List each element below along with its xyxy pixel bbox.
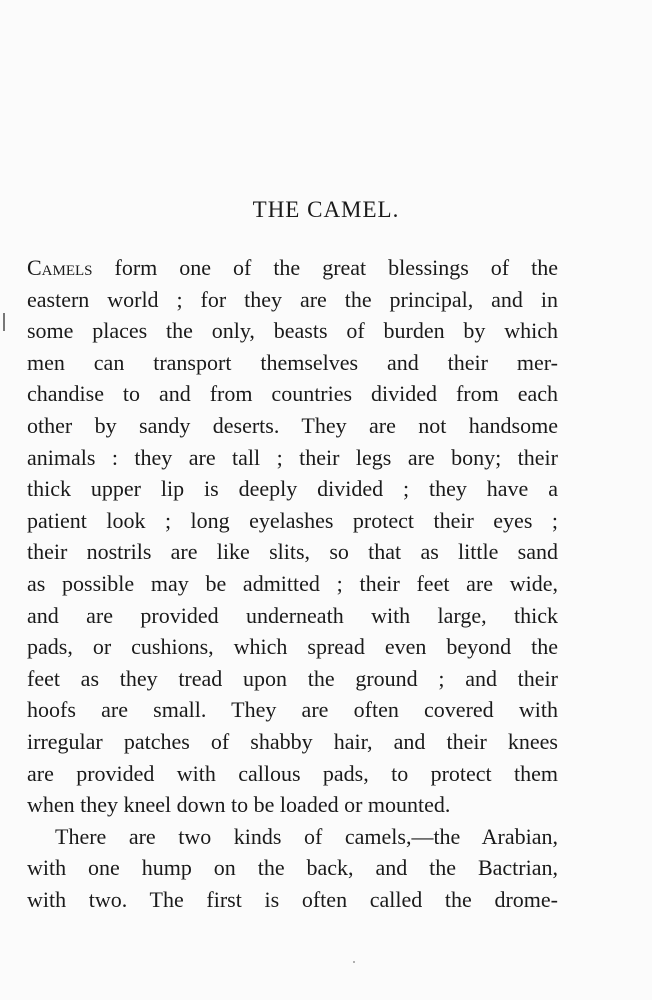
paragraph-1-line: pads, or cushions, which spread even beyond the [27, 634, 558, 660]
gutter-mark [3, 313, 5, 331]
paragraph-1-line: are provided with callous pads, to protect them [27, 760, 558, 786]
paragraph-1-line: when they kneel down to be loaded or mounted. [27, 792, 451, 818]
paragraph-1-line: men can transport themselves and their mer- [27, 349, 558, 375]
paragraph-1-line: other by sandy deserts. They are not handsome [27, 412, 558, 438]
paragraph-2-line: with one hump on the back, and the Bactrian, [27, 855, 558, 881]
drop-word: Camels [27, 255, 93, 280]
page-speck [353, 961, 355, 963]
paragraph-1-line: patient look ; long eyelashes protect their eyes ; [27, 507, 558, 533]
paragraph-2-line: There are two kinds of camels,—the Arabian, [55, 823, 558, 849]
body-text [27, 252, 558, 915]
paragraph-2-line: with two. The first is often called the drome- [27, 886, 558, 912]
paragraph-1-line: eastern world ; for they are the principal, and in [27, 286, 558, 312]
paragraph-1-line: animals : they are tall ; their legs are bony; their [27, 444, 558, 470]
paragraph-1-line: their nostrils are like slits, so that as little sand [27, 539, 558, 565]
paragraph-1-line: irregular patches of shabby hair, and their knees [27, 728, 558, 754]
first-line-rest: form one of the great blessings of the [92, 255, 558, 280]
page-title: THE CAMEL. [252, 197, 400, 222]
paragraph-1-line: feet as they tread upon the ground ; and their [27, 665, 558, 691]
paragraph-1-line-1 [27, 252, 558, 284]
paragraph-1-line: chandise to and from countries divided from each [27, 381, 558, 407]
paragraph-1-line: some places the only, beasts of burden by which [27, 318, 558, 344]
paragraph-1-line: hoofs are small. They are often covered with [27, 697, 558, 723]
paragraph-1-line: as possible may be admitted ; their feet are wide, [27, 570, 558, 596]
paragraph-1-line: thick upper lip is deeply divided ; they have a [27, 476, 558, 502]
paragraph-1-line: and are provided underneath with large, thick [27, 602, 558, 628]
